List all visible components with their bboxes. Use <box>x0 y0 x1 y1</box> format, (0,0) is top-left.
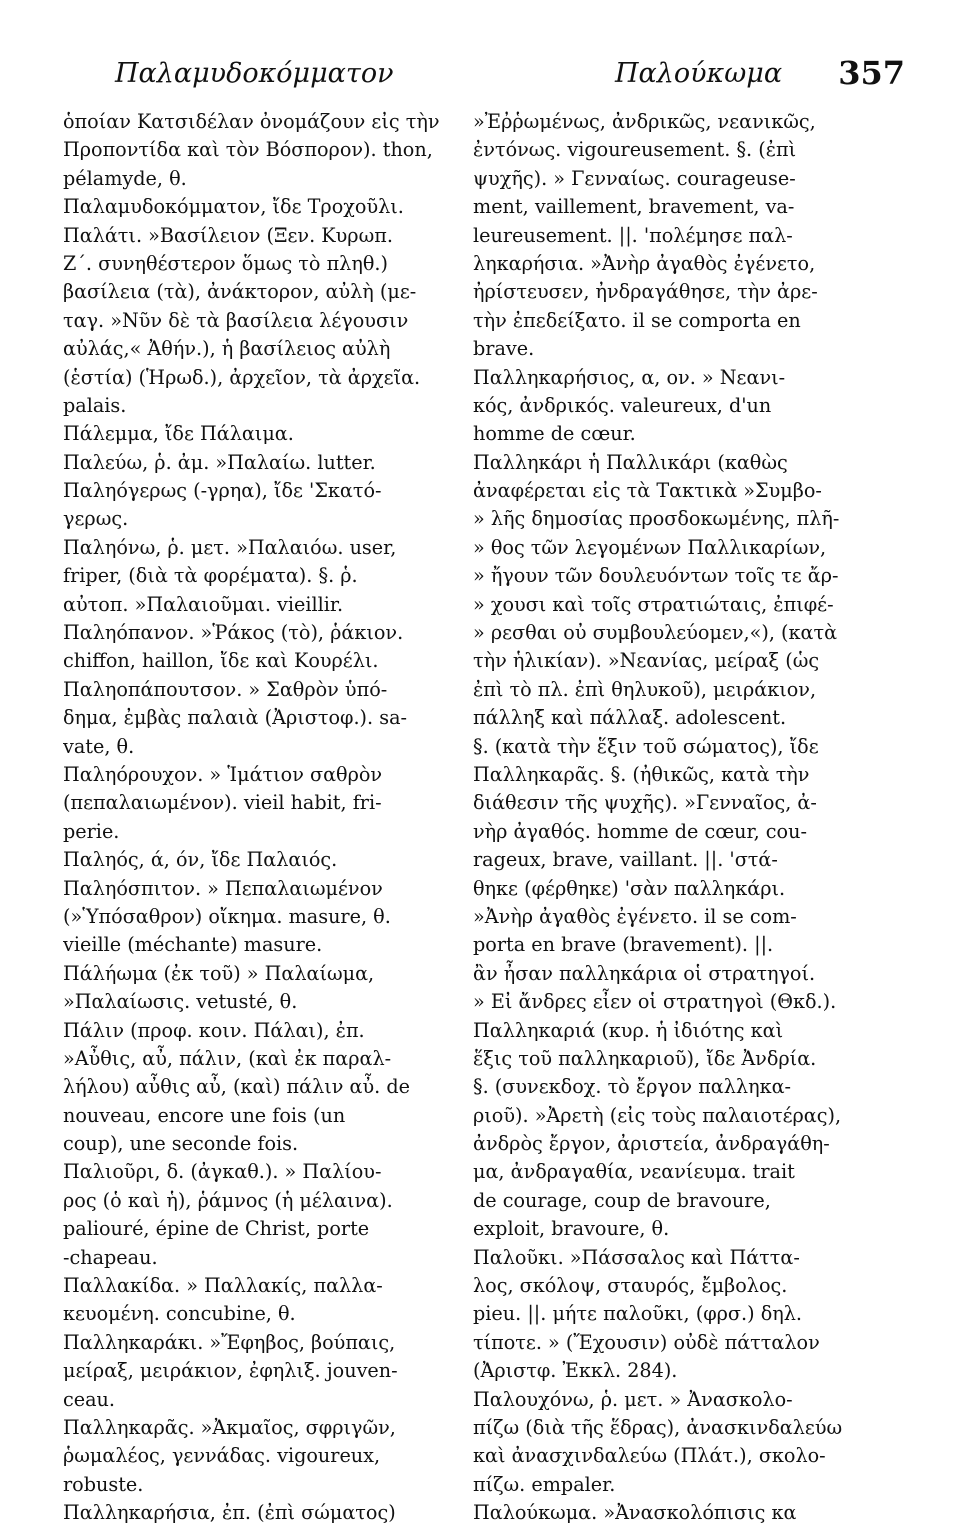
text-line: πάλληξ καὶ πάλλαξ. adolescent. <box>473 706 787 730</box>
text-line: -chapeau. <box>63 1245 158 1269</box>
text-line: Πάλιν (προφ. κοιν. Πάλαι), ἐπ. <box>63 1018 365 1042</box>
text-line: » χουσι καὶ τοῖς στρατιώταις, ἐπιφέ- <box>473 592 834 616</box>
text-line: Παλληκαρᾶς. »Ἀκμαῖος, σφριγῶν, <box>63 1415 396 1439</box>
text-line: Πάλήωμα (ἐκ τοῦ) » Παλαίωμα, <box>63 961 375 985</box>
text-line: πίζω (διὰ τῆς ἕδρας), ἀνασκινδαλεύω <box>473 1415 843 1439</box>
text-line: Παλλακίδα. » Παλλακίς, παλλα- <box>63 1274 383 1298</box>
text-line: Παλούκωμα. »Ἀνασκολόπισις κα <box>473 1501 797 1525</box>
text-line: τὴν ἡλικίαν). »Νεανίας, μείραξ (ὡς <box>473 649 820 673</box>
text-line: Ζ΄. συνηθέστερον ὅμως τὸ πληθ.) <box>63 251 388 275</box>
text-line: Παληός, ά, όν, ἴδε Παλαιός. <box>63 848 338 872</box>
running-header <box>60 54 905 98</box>
text-line: Πάλεμμα, ἴδε Πάλαιμα. <box>63 422 294 446</box>
text-line: §. (συνεκδοχ. τὸ ἔργον παλληκα- <box>473 1075 792 1099</box>
text-line: ment, vaillement, bravement, va- <box>473 195 795 219</box>
text-line: Παλληκαρήσια, ἐπ. (ἐπὶ σώματος) <box>63 1501 396 1525</box>
text-line: μείραξ, μειράκιον, ἐφηλιξ. jouven- <box>63 1359 398 1383</box>
text-line: palais. <box>63 393 127 417</box>
left-column <box>63 108 451 1528</box>
header-right-guide-word: Παλούκωμα <box>615 58 783 89</box>
text-line: porta en brave (bravement). ||. <box>473 933 774 957</box>
text-line: καὶ ἀνασχινδαλεύω (Πλάτ.), σκολο- <box>473 1444 826 1468</box>
text-line: αὐλάς,« Ἀθήν.), ἡ βασίλειος αὐλὴ <box>63 337 391 361</box>
text-line: » Εἰ ἄνδρες εἶεν οἱ στρατηγοὶ (Θκδ.). <box>473 990 837 1014</box>
text-line: ὁποίαν Κατσιδέλαν ὀνομάζουν εἰς τὴν <box>63 110 440 133</box>
page-number: 357 <box>838 54 905 92</box>
text-line: ἐπὶ τὸ πλ. ἐπὶ θηλυκοῦ), μειράκιον, <box>473 677 817 701</box>
text-line: νὴρ ἀγαθός. homme de cœur, cou- <box>473 819 807 843</box>
text-line: γερως. <box>63 507 129 531</box>
text-line: perie. <box>63 819 120 843</box>
text-line: (πεπαλαιωμένον). vieil habit, fri- <box>63 791 382 815</box>
text-line: Παλληκαριά (κυρ. ἡ ἰδιότης καὶ <box>473 1018 784 1042</box>
text-line: Παλοῦκι. »Πάσσαλος καὶ Πάττα- <box>473 1245 800 1269</box>
text-line: ἀναφέρεται εἰς τὰ Τακτικὰ »Συμβο- <box>473 479 822 503</box>
text-line: rageux, brave, vaillant. ||. 'στά- <box>473 848 778 872</box>
text-line: pieu. ||. μήτε παλοῦκι, (φρσ.) δηλ. <box>473 1302 803 1326</box>
text-line: (ἑστία) (Ἡρωδ.), ἀρχεῖον, τὰ ἀρχεῖα. <box>63 365 421 389</box>
text-line: ceau. <box>63 1387 115 1411</box>
text-line: ληκαρήσια. »Ἀνὴρ ἀγαθὸς ἐγένετο, <box>473 251 816 275</box>
text-line: λος, σκόλοψ, σταυρός, ἔμβολος. <box>473 1274 788 1298</box>
text-line: ἂν ἦσαν παλληκάρια οἱ στρατηγοί. <box>473 961 816 985</box>
text-line: τὴν ἐπεδείξατο. il se comporta en <box>473 308 801 332</box>
text-line: Προποντίδα καὶ τὸν Βόσπορον). thon, <box>63 138 433 162</box>
text-line: »Ἀνὴρ ἀγαθὸς ἐγένετο. il se com- <box>473 904 797 928</box>
text-line: ψυχῆς). » Γενναίως. courageuse- <box>473 166 796 190</box>
text-line: homme de cœur. <box>473 422 636 446</box>
text-line: ἕξις τοῦ παλληκαριοῦ), ἴδε Ἀνδρία. <box>473 1046 817 1070</box>
text-line: Παλεύω, ῥ. ἀμ. »Παλαίω. lutter. <box>63 450 376 474</box>
text-line: » ἤγουν τῶν δουλευόντων τοῖς τε ἄρ- <box>473 564 839 588</box>
text-line: nouveau, encore une fois (un <box>63 1103 346 1127</box>
text-line: δημα, ἐμβὰς παλαιὰ (Ἀριστοφ.). sa- <box>63 706 407 730</box>
text-line: ἀνδρὸς ἔργον, ἀριστεία, ἀνδραγάθη- <box>473 1132 830 1156</box>
text-line: λήλου) αὖθις αὖ, (καὶ) πάλιν αὖ. de <box>63 1075 410 1099</box>
text-line: ἠρίστευσεν, ἠνδραγάθησε, τὴν ἀρε- <box>473 280 818 304</box>
text-line: §. (κατὰ τὴν ἕξιν τοῦ σώματος), ἴδε <box>473 734 819 758</box>
text-line: Παλληκαράκι. »Ἔφηβος, βούπαις, <box>63 1330 396 1354</box>
text-line: ρος (ὁ καὶ ἡ), ῥάμνος (ἡ μέλαινα). <box>63 1188 393 1212</box>
text-line: Παληόσπιτον. » Πεπαλαιωμένον <box>63 876 383 900</box>
text-line: ταγ. »Νῦν δὲ τὰ βασίλεια λέγουσιν <box>63 308 409 332</box>
text-line: Παλιοῦρι, δ. (ἀγκαθ.). » Παλίου- <box>63 1160 382 1184</box>
text-line: αὐτοπ. »Παλαιοῦμαι. vieillir. <box>63 592 344 616</box>
text-line: Παλουχόνω, ῥ. μετ. » Ἀνασκολο- <box>473 1387 793 1411</box>
text-line: (Ἀριστφ. Ἐκκλ. 284). <box>473 1359 678 1383</box>
text-line: ῥωμαλέος, γεννάδας. vigoureux, <box>63 1444 381 1468</box>
text-line: robuste. <box>63 1472 144 1496</box>
text-line: coup), une seconde fois. <box>63 1132 299 1156</box>
text-line: Παλληκαρήσιος, α, ον. » Νεανι- <box>473 365 786 389</box>
right-column <box>473 108 861 1528</box>
header-left-guide-word: Παλαμυδοκόμματον <box>115 58 394 89</box>
text-line: » θος τῶν λεγομένων Παλλικαρίων, <box>473 535 827 559</box>
text-line: »Παλαίωσις. vetusté, θ. <box>63 990 298 1014</box>
text-line: »Αὖθις, αὖ, πάλιν, (καὶ ἐκ παραλ- <box>63 1046 392 1070</box>
text-line: Παλληκάρι ἡ Παλλικάρι (καθὼς <box>473 450 788 474</box>
text-line: Παλάτι. »Βασίλειον (Ξεν. Κυρωπ. <box>63 223 393 247</box>
text-line: Παλληκαρᾶς. §. (ἠθικῶς, κατὰ τὴν <box>473 762 810 786</box>
text-line: chiffon, haillon, ἴδε καὶ Κουρέλι. <box>63 649 379 673</box>
text-line: ἐντόνως. vigoureusement. §. (ἐπὶ <box>473 138 797 162</box>
text-line: μα, ἀνδραγαθία, νεανίευμα. trait <box>473 1160 795 1184</box>
text-line: θηκε (φέρθηκε) 'σὰν παλληκάρι. <box>473 876 786 900</box>
text-line: βασίλεια (τὰ), ἀνάκτορον, αὐλὴ (με- <box>63 280 417 304</box>
text-line: Παληόνω, ῥ. μετ. »Παλαιόω. user, <box>63 535 397 559</box>
text-line: » λῆς δημοσίας προσδοκωμένης, πλῆ- <box>473 507 840 531</box>
text-line: Παληόρουχον. » Ἱμάτιον σαθρὸν <box>63 762 383 786</box>
text-line: κευομένη. concubine, θ. <box>63 1302 296 1326</box>
text-line: brave. <box>473 337 535 361</box>
text-line: pélamyde, θ. <box>63 166 187 190</box>
text-line: διάθεσιν τῆς ψυχῆς). »Γενναῖος, ἀ- <box>473 791 817 815</box>
text-line: vate, θ. <box>63 734 135 758</box>
text-line: τίποτε. » (Ἔχουσιν) οὐδὲ πάτταλον <box>473 1330 820 1354</box>
text-line: (»Ὑπόσαθρον) οἴκημα. masure, θ. <box>63 904 391 928</box>
text-line: paliouré, épine de Christ, porte <box>63 1217 370 1241</box>
text-line: πίζω. empaler. <box>473 1472 616 1496</box>
text-line: de courage, coup de bravoure, <box>473 1188 771 1212</box>
text-line: κός, ἀνδρικός. valeureux, d'un <box>473 393 772 417</box>
text-line: friper, (διὰ τὰ φορέματα). §. ῥ. <box>63 564 358 588</box>
text-line: ριοῦ). »Ἀρετὴ (εἰς τοὺς παλαιοτέρας), <box>473 1103 842 1127</box>
text-line: Παληόγερως (-γρηα), ἴδε 'Σκατό- <box>63 479 382 503</box>
text-line: vieille (méchante) masure. <box>63 933 323 957</box>
text-line: Παληόπανον. »Ῥάκος (τὸ), ῥάκιον. <box>63 621 404 645</box>
text-line: Παληοπάπουτσον. » Σαθρὸν ὑπό- <box>63 677 388 701</box>
text-line: Παλαμυδοκόμματον, ἴδε Τροχοῦλι. <box>63 195 404 219</box>
text-line: » ρεσθαι οὐ συμβουλεύομεν,«), (κατὰ <box>473 621 838 645</box>
text-line: »Ἐῤῥωμένως, ἀνδρικῶς, νεανικῶς, <box>473 110 816 133</box>
text-line: leureusement. ||. 'πολέμησε παλ- <box>473 223 793 247</box>
text-line: exploit, bravoure, θ. <box>473 1217 670 1241</box>
